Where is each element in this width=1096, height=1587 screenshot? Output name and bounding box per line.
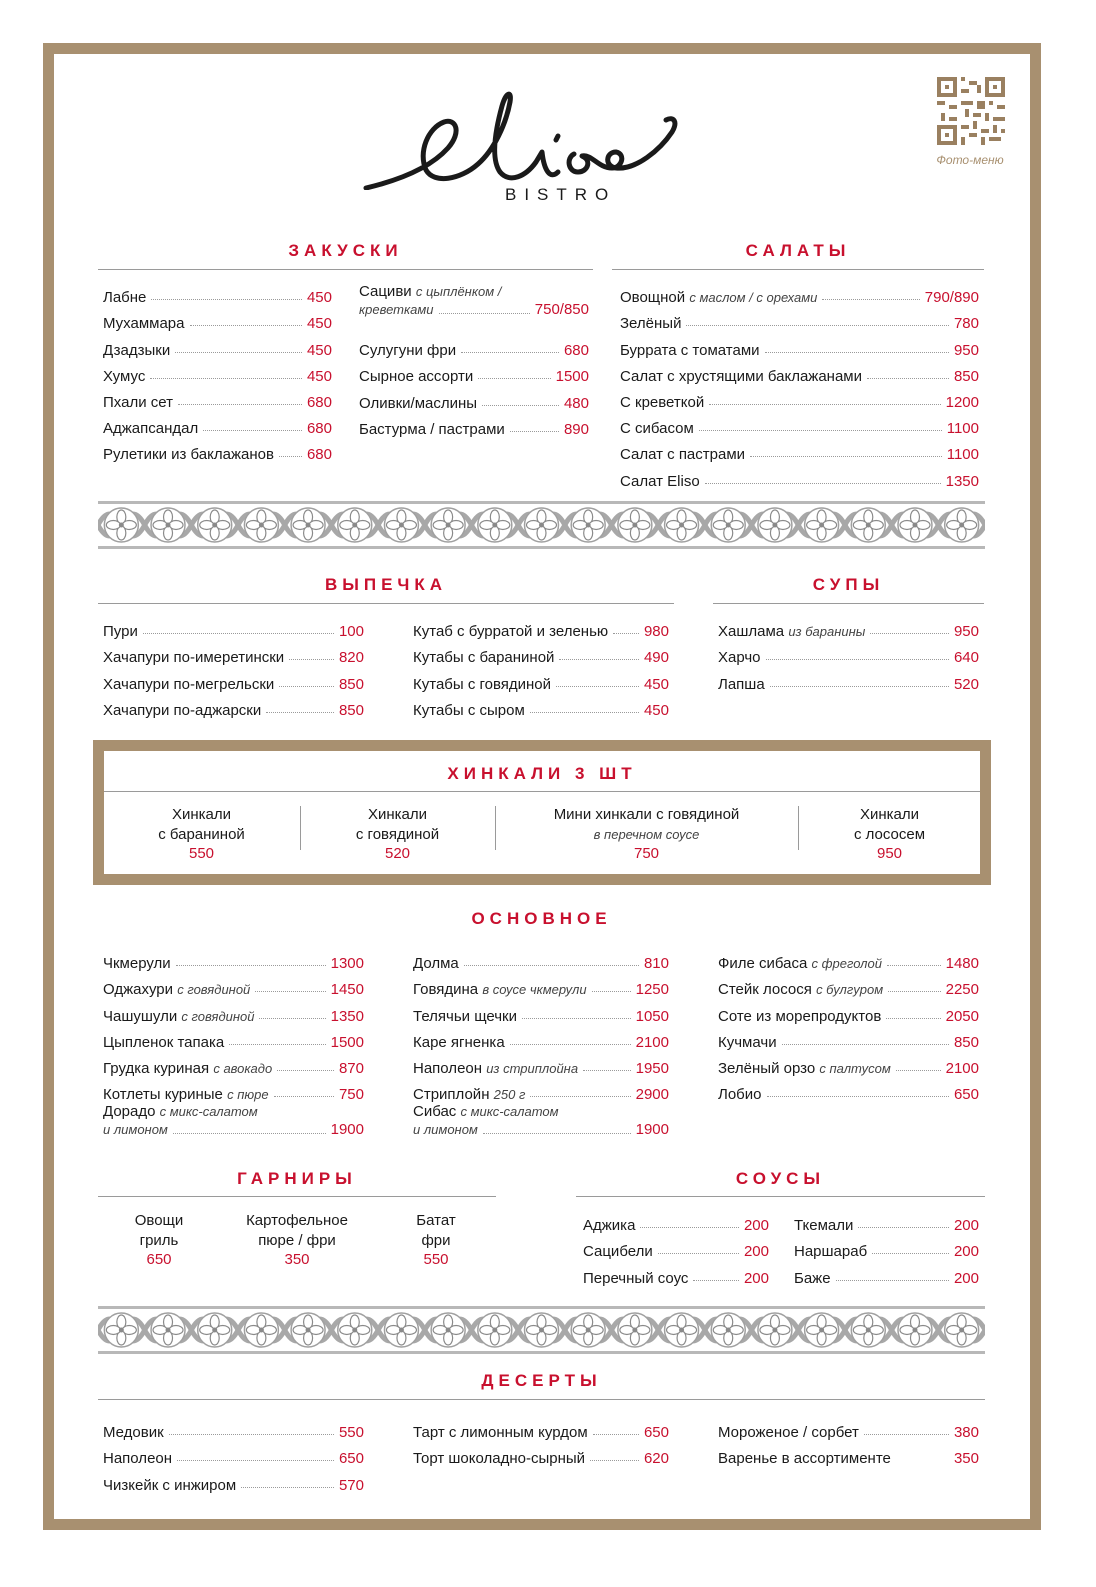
section-title-khinkali: ХИНКАЛИ 3 ШТ <box>447 764 637 783</box>
menu-item: Наполеон из стриплойна 1950 <box>413 1059 669 1077</box>
menu-item: Грудка куриная с авокадо 870 <box>103 1059 364 1077</box>
khinkali-item: Мини хинкали с говядиной в перечном соусе 750 <box>553 806 740 862</box>
menu-item: Хашлама из баранины 950 <box>718 623 979 641</box>
menu-item: Аджапсандал 680 <box>103 420 332 438</box>
deserty-col2 <box>413 1415 669 1467</box>
qr-caption: Фото-меню <box>936 153 1004 167</box>
menu-item: Сацибели 200 <box>583 1243 769 1261</box>
section-rule <box>98 603 674 604</box>
menu-item: Овощной с маслом / с орехами 790/890 <box>620 289 979 307</box>
eliso-script-logo <box>360 80 690 190</box>
menu-item: Оджахури с говядиной 1450 <box>103 981 364 999</box>
section-title-osnovnoe: ОСНОВНОЕ <box>471 909 612 928</box>
menu-item: Буррата с томатами 950 <box>620 341 979 359</box>
menu-item: Телячьи щечки 1050 <box>413 1007 669 1025</box>
khinkali-item: Хинкали с лососем 950 <box>853 806 926 862</box>
menu-item: Стриплойн 250 г 2900 <box>413 1086 669 1104</box>
menu-item: Лапша 520 <box>718 675 979 693</box>
osnovnoe-col3 <box>718 946 979 1103</box>
garnir-item: Батат фри 550 <box>416 1212 456 1268</box>
menu-item: Салат с хрустящими баклажанами 850 <box>620 367 979 385</box>
menu-item: Сырное ассорти 1500 <box>359 368 589 386</box>
menu-item: Хачапури по-мегрельски 850 <box>103 675 364 693</box>
section-title-garniry: ГАРНИРЫ <box>237 1169 357 1188</box>
menu-item: Говядина в соусе чкмерули 1250 <box>413 981 669 999</box>
vypechka-col2 <box>413 614 669 719</box>
menu-item: Мороженое / сорбет 380 <box>718 1424 979 1442</box>
menu-item: Сациви с цыплёнком / креветками 750/850 <box>359 283 589 318</box>
menu-item: Кутабы с бараниной 490 <box>413 649 669 667</box>
menu-item: Зелёный орзо с палтусом 2100 <box>718 1059 979 1077</box>
ornament-band <box>98 1300 985 1360</box>
section-rule <box>98 1196 496 1197</box>
salaty-col <box>620 280 979 490</box>
menu-item: Тарт с лимонным курдом 650 <box>413 1424 669 1442</box>
menu-item: Медовик 550 <box>103 1424 364 1442</box>
section-title-zakuski: ЗАКУСКИ <box>288 241 403 260</box>
menu-item: Рулетики из баклажанов 680 <box>103 446 332 464</box>
menu-item: С креветкой 1200 <box>620 393 979 411</box>
menu-item: Цыпленок тапака 1500 <box>103 1033 364 1051</box>
menu-item: Зелёный 780 <box>620 315 979 333</box>
menu-item: Ткемали 200 <box>794 1217 979 1235</box>
menu-item: Сибас с микс-салатом и лимоном 1900 <box>413 1103 669 1139</box>
section-rule <box>98 269 593 270</box>
section-title-supy: СУПЫ <box>812 575 885 594</box>
menu-item: Хачапури по-имеретински 820 <box>103 649 364 667</box>
menu-item: Мухаммара 450 <box>103 315 332 333</box>
menu-item: Котлеты куриные с пюре 750 <box>103 1086 364 1104</box>
menu-item: Наршараб 200 <box>794 1243 979 1261</box>
menu-item: Филе сибаса с фреголой 1480 <box>718 955 979 973</box>
osnovnoe-col2 <box>413 946 669 1139</box>
menu-item: Соте из морепродуктов 2050 <box>718 1007 979 1025</box>
menu-item: Лабне 450 <box>103 289 332 307</box>
section-rule <box>612 269 984 270</box>
menu-item: Сулугуни фри 680 <box>359 342 589 360</box>
menu-item: Кучмачи 850 <box>718 1033 979 1051</box>
menu-item: Пури 100 <box>103 623 364 641</box>
menu-item: Оливки/маслины 480 <box>359 394 589 412</box>
khinkali-item: Хинкали с говядиной 520 <box>355 806 440 862</box>
menu-item: Дорадо с микс-салатом и лимоном 1900 <box>103 1103 364 1139</box>
zakuski-col2 <box>359 283 589 438</box>
garnir-item: Картофельное пюре / фри 350 <box>246 1212 348 1268</box>
section-rule <box>713 603 984 604</box>
menu-item: Стейк лосося с булгуром 2250 <box>718 981 979 999</box>
menu-item: Чкмерули 1300 <box>103 955 364 973</box>
zakuski-col1 <box>103 280 332 463</box>
section-rule <box>104 791 980 792</box>
deserty-col3 <box>718 1415 979 1467</box>
eliso-logo <box>360 80 690 210</box>
menu-item: Варенье в ассортименте 350 <box>718 1450 979 1468</box>
menu-item: С сибасом 1100 <box>620 420 979 438</box>
bistro-subtitle: BISTRO <box>505 185 617 204</box>
khinkali-item: Хинкали с бараниной 550 <box>158 806 245 862</box>
menu-item: Торт шоколадно-сырный 620 <box>413 1450 669 1468</box>
menu-item: Перечный соус 200 <box>583 1269 769 1287</box>
section-title-salaty: САЛАТЫ <box>745 241 851 260</box>
menu-item: Салат с пастрами 1100 <box>620 446 979 464</box>
menu-item: Салат Eliso 1350 <box>620 472 979 490</box>
menu-item: Пхали сет 680 <box>103 393 332 411</box>
osnovnoe-col1 <box>103 946 364 1139</box>
section-title-sousy: СОУСЫ <box>735 1169 826 1188</box>
sousy-col2 <box>794 1208 979 1287</box>
menu-item: Дзадзыки 450 <box>103 341 332 359</box>
menu-item: Хачапури по-аджарски 850 <box>103 701 364 719</box>
menu-item: Харчо 640 <box>718 649 979 667</box>
qr-code-icon[interactable] <box>937 77 1005 145</box>
menu-item: Кутаб с бурратой и зеленью 980 <box>413 623 669 641</box>
sousy-col1 <box>583 1208 769 1287</box>
section-title-deserty: ДЕСЕРТЫ <box>481 1371 602 1390</box>
menu-item: Бастурма / пастрами 890 <box>359 420 589 438</box>
menu-item: Наполеон 650 <box>103 1450 364 1468</box>
supy-col <box>718 614 979 693</box>
menu-item: Баже 200 <box>794 1269 979 1287</box>
menu-item: Аджика 200 <box>583 1217 769 1235</box>
menu-item: Кутабы с сыром 450 <box>413 701 669 719</box>
ornament-band <box>98 495 985 555</box>
menu-item: Лобио 650 <box>718 1086 979 1104</box>
menu-item: Чашушули с говядиной 1350 <box>103 1007 364 1025</box>
menu-item: Каре ягненка 2100 <box>413 1033 669 1051</box>
garnir-item: Овощи гриль 650 <box>134 1212 184 1268</box>
menu-item: Хумус 450 <box>103 367 332 385</box>
vypechka-col1 <box>103 614 364 719</box>
section-rule <box>576 1196 985 1197</box>
menu-item: Долма 810 <box>413 955 669 973</box>
section-title-vypechka: ВЫПЕЧКА <box>324 575 448 594</box>
menu-item: Кутабы с говядиной 450 <box>413 675 669 693</box>
deserty-col1 <box>103 1415 364 1494</box>
section-rule <box>98 1399 985 1400</box>
menu-item: Чизкейк с инжиром 570 <box>103 1476 364 1494</box>
